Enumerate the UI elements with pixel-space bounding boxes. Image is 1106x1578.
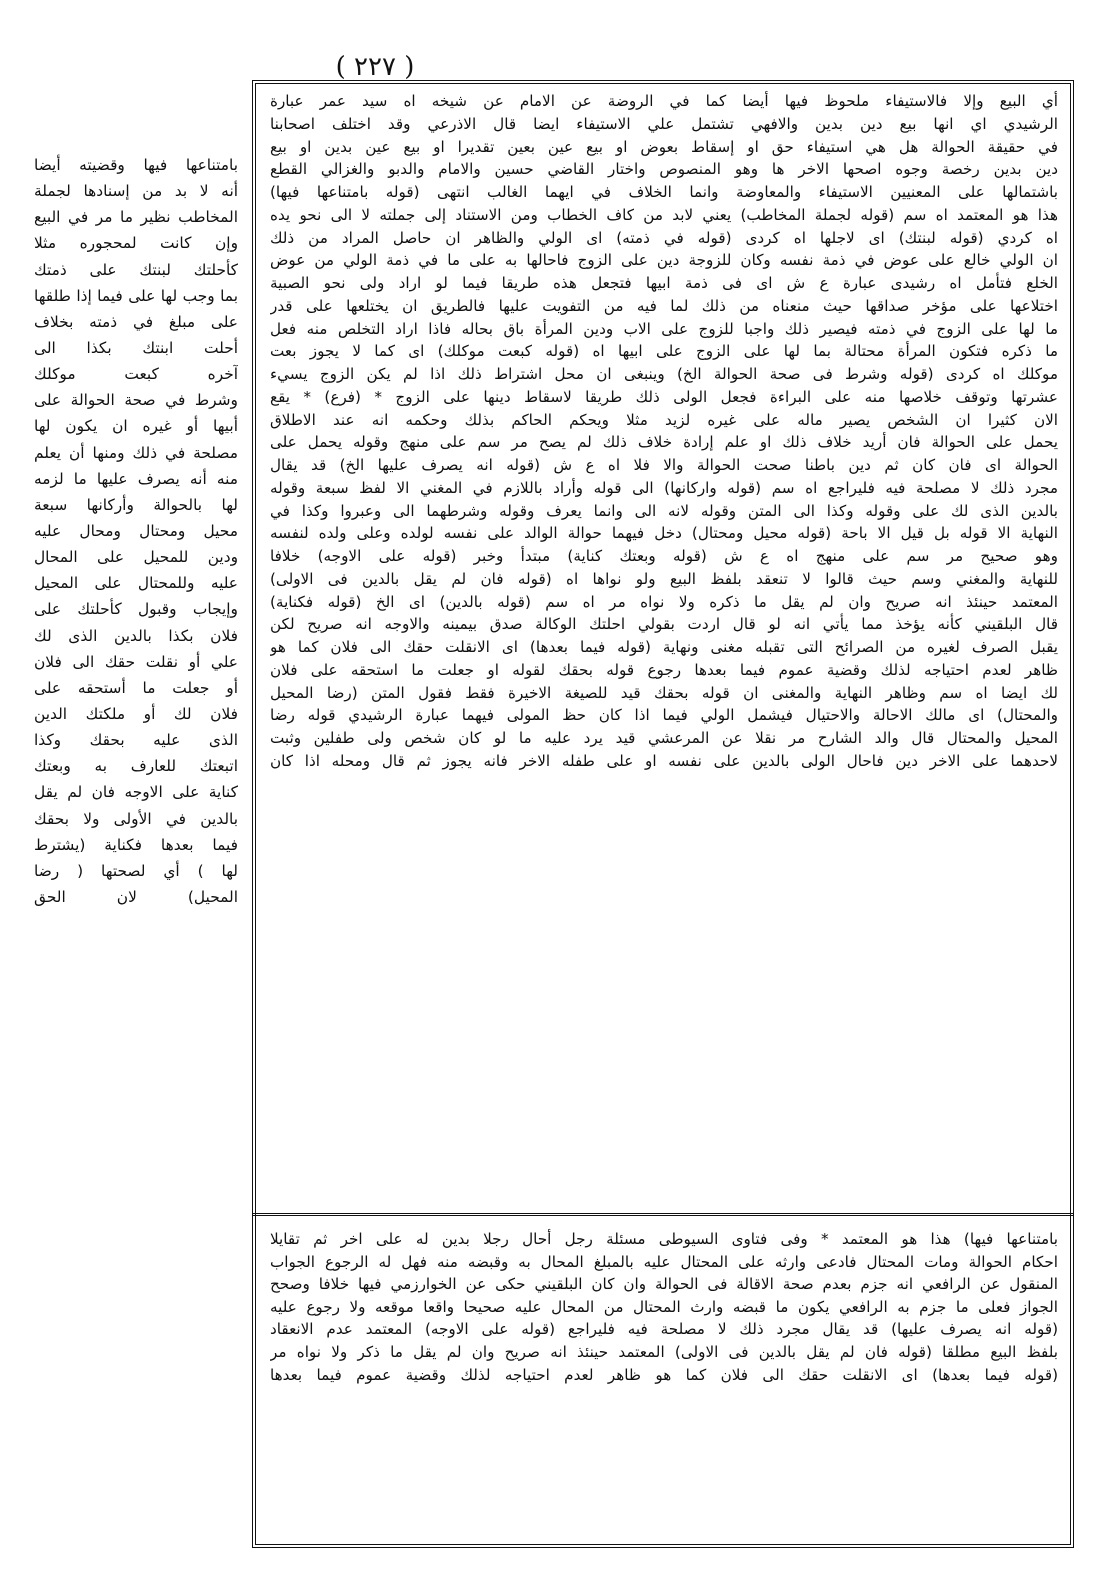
margin-line: منه أنه يصرف عليها ما لزمه xyxy=(34,469,238,488)
margin-line: فيما بعدها فكناية (يشترط xyxy=(34,835,238,854)
margin-line: المحيل) لان الحق xyxy=(34,887,238,906)
main-text-line: ما لها على الزوج في ذمته فيصير ذلك واجبا للزوج على الاب ودين المرأة باق بحاله فاذا اراد التخلص منه فعل xyxy=(270,319,1058,338)
main-text-line: موكلك اه كردى (قوله وشرط فى صحة الحوالة الخ) وينبغى ان محل اشتراط ذلك اذا لم يكن الزوج يسيء xyxy=(270,365,1058,383)
margin-line: فلان لك أو ملكتك الدين xyxy=(34,704,238,723)
footnote-line: بلفظ البيع مطلقا (قوله فان لم يقل بالدين فى الاولى) المعتمد حينئذ انه صريح وان لم يقل ما ذكر ولا نواه مر xyxy=(270,1342,1058,1361)
margin-line: بما وجب لها على فيما إذا طلقها xyxy=(34,286,238,305)
margin-line: كأحلتك لبنتك على ذمتك xyxy=(34,260,238,279)
margin-line: ودين للمحيل على المحال xyxy=(34,548,238,567)
main-text-line: في حقيقة الحوالة هل هي استيفاء حق او إسقاط بعوض او بيع عين بعين تقديرا او بيع عين بدين او بيع xyxy=(270,137,1058,156)
footnote-line: المنقول عن الرافعي انه جزم بعدم صحة الاقالة فى الحوالة وان كان البلقيني حكى عن الخوارزمي فيها خلافا وصحح xyxy=(270,1275,1058,1294)
page-number: ( ٢٢٧ ) xyxy=(335,52,415,82)
margin-line: لها بالحوالة وأركانها سبعة xyxy=(34,495,238,514)
margin-line: الذى عليه بحقك وكذا xyxy=(34,731,238,750)
main-text-line: النهاية الا قوله بل قيل الا باحة (قوله محيل ومحتال) دخل فيهما حوالة الوالد على نفسه لولده وعلى ولده لنفسه xyxy=(270,524,1058,543)
margin-line: أبيها أو غيره ان يكون لها xyxy=(34,417,238,436)
footnote-line: (قوله فيما بعدها) اى الانقلت حقك الى فلان كما هو ظاهر لعدم احتياجه لذلك وقضية عموم فيما بعدها xyxy=(270,1365,1058,1384)
margin-line: مصلحة في ذلك ومنها أن يعلم xyxy=(34,443,238,462)
margin-line: اتبعتك للعارف به وبعتك xyxy=(34,757,238,776)
margin-line: أو جعلت ما أستحقه على xyxy=(34,678,238,697)
main-text-line: الحوالة اى فان كان ثم دين باطنا صحت الحوالة والا فلا اه ع ش (قوله انه يصرف عليها الخ) قد يقال xyxy=(270,456,1058,474)
footnote-line: (قوله انه يصرف عليها) قد يقال مجرد ذلك لا مصلحة فيه فليراجع (قوله على الاوجه) المعتمد عدم الانعقاد xyxy=(270,1320,1058,1339)
margin-line: عليه وللمحتال على المحيل xyxy=(34,574,238,593)
main-text-line: يقبل الصرف لغيره من الصرائح التى تقبله مغنى ونهاية (قوله فيما بعدها) اى الانقلت حقك الى فلان كما هو xyxy=(270,638,1058,656)
main-text-line: اه كردي (قوله لبنتك) اى لاجلها اه كردى (قوله في ذمته) اى الولي والظاهر ان حاصل المراد من ذلك xyxy=(270,228,1058,247)
margin-line: علي أو نقلت حقك الى فلان xyxy=(34,652,238,671)
margin-line: أنه لا بد من إسنادها لجملة xyxy=(34,182,238,201)
margin-line: أحلت ابنتك بكذا الى xyxy=(34,338,238,357)
margin-line: وإيجاب وقبول كأحلتك على xyxy=(34,600,238,619)
main-text-line: المعتمد حينئذ انه صريح وان لم يقل ما ذكره ولا نواه مر اه سم (قوله بالدين) اى الخ (قوله فكناية) xyxy=(270,592,1058,611)
footnote-line: الجواز فعلى ما جزم به الرافعي يكون ما قبضه وارث المحتال من المحال عليه صحيحا واقعا موقعه ولا رجوع عليه xyxy=(270,1297,1058,1316)
margin-line: وإن كانت لمحجوره مثلا xyxy=(34,234,238,253)
main-text-block xyxy=(270,90,1058,773)
margin-commentary xyxy=(34,152,238,910)
main-text-line: الخلع فتأمل اه رشيدى عبارة ع ش اى فى ذمة ابيها فتجعل هذه طريقا فيما لو اراد ولى نحو الصبية xyxy=(270,274,1058,292)
main-text-line: ما ذكره فتكون المرأة محتالة بما لها على الزوج على ابيها اه (قوله كبعت موكلك) اى كما لا يجوز بعت xyxy=(270,342,1058,361)
margin-line: آخره كبعت موكلك xyxy=(34,365,238,384)
main-text-line: يحمل على الحوالة فان أريد خلاف ذلك او علم إرادة خلاف ذلك لم يصح مر سم على منهج وقوله يحمل على xyxy=(270,433,1058,452)
main-text-line: بالدين الذى لك على وقوله وكذا الى المتن وقوله لانه الى وانما يعرف وقوله وشرطهما الى وعبروا وكذا في xyxy=(270,501,1058,520)
main-text-line: لاحدهما على الاخر دين فاحال الولى بالدين على نفسه او على طفله الاخر فانه يجوز ثم قال ومحله اذا كان xyxy=(270,751,1058,770)
main-text-line: ان الولي خالع على عوض في ذمة نفسه وكان للزوجة دين على الزوج فاحالها به على ما في ذمة الولي من عوض xyxy=(270,251,1058,270)
margin-line: كناية على الاوجه فان لم يقل xyxy=(34,783,238,802)
footnote-divider xyxy=(252,1213,1074,1216)
main-text-line: والمحتال) اى مالك الاحالة والاحتيال فيشمل الولي فيما اذا كان حظ المولى فيهما عبارة الرشيدي قوله رضا xyxy=(270,706,1058,725)
margin-line: محيل ومحتال ومحال عليه xyxy=(34,521,238,540)
margin-line: لها ) أي لصحتها ( رضا xyxy=(34,861,238,880)
main-text-line: للنهاية والمغني وسم حيث قالوا لا تنعقد بلفظ البيع ولو نواها اه (قوله فان لم يقل بالدين فى الاولى) xyxy=(270,569,1058,588)
footnote-line: بامتناعها فيها) هذا هو المعتمد * وفى فتاوى السيوطى مسئلة رجل أحال رجلا بدين له على اخر ثم تقايلا xyxy=(270,1230,1058,1248)
main-text-line: هذا هو المعتمد اه سم (قوله لجملة المخاطب) يعني لابد من كاف الخطاب ومن الاستناد إلى جملته لا الى نحو يده xyxy=(270,205,1058,224)
footnote-line: احكام الحوالة ومات المحتال فادعى وارثه على المحتال عليه بالمبلغ المحال به وقبضه منه فهل له الرجوع الجواب xyxy=(270,1252,1058,1271)
main-text-line: لك ايضا اه سم وظاهر النهاية والمغنى ان قوله بحقك قيد للصيغة الاخيرة فقط فقول المتن (رضا المحيل xyxy=(270,683,1058,702)
main-text-line: مجرد ذلك لا مصلحة فيه فليراجع اه سم (قوله واركانها) الى قوله وأراد باللازم في المغني الا لفظ سبعة وقوله xyxy=(270,478,1058,497)
main-text-line: الان كثيرا ان الشخص يصير ماله على غيره لزيد مثلا ويحكم الحاكم بذلك وحكمه انه عند الاطلاق xyxy=(270,410,1058,429)
margin-line: على مبلغ في ذمته بخلاف xyxy=(34,312,238,331)
main-text-line: دين بدين رخصة وجوه اصحها الاخر ها وهو المنصوص واختار القاضي حسين والامام والدبو والغزالي القطع xyxy=(270,160,1058,179)
main-text-line: عشرتها وتوقف خلاصها منه على البراءة فجعل الولى ذلك طريقا لاسقاط دينها على الزوج * (فرع) * يقع xyxy=(270,387,1058,406)
main-text-line: اختلاعها على مؤخر صداقها حيث منعناه من ذلك لما فيه من التفويت عليها فالطريق ان يختلعها على قدر xyxy=(270,296,1058,315)
main-text-line: المحيل والمحتال قال والد الشارح مر نقلا عن المرعشي قيد يرد عليه ما لو كان شخص ولى طفلين وثبت xyxy=(270,729,1058,747)
main-text-line: وهو صحيح مر سم على منهج اه ع ش (قوله وبعتك كناية) مبتدأ وخبر (قوله على الاوجه) خلافا xyxy=(270,547,1058,565)
margin-line: بالدين في الأولى ولا بحقك xyxy=(34,809,238,828)
margin-line: فلان بكذا بالدين الذى لك xyxy=(34,626,238,645)
main-text-line: أي البيع وإلا فالاستيفاء ملحوظ فيها أيضا كما في الروضة عن الامام عن شيخه اه سيد عمر عبارة xyxy=(270,92,1058,110)
footnote-block xyxy=(270,1228,1058,1386)
margin-line: المخاطب نظير ما مر في البيع xyxy=(34,208,238,227)
main-text-line: باشتمالها على المعنيين الاستيفاء والمعاوضة وانما الخلاف في ايهما الغالب انتهى (قوله بامتناعها فيها) xyxy=(270,183,1058,201)
main-text-line: قال البلقيني كأنه يؤخذ مما يأتي انه لو قال اردت بقولي احلتك الوكالة صدق بيمينه والاوجه انه صريح لكن xyxy=(270,615,1058,634)
margin-line: وشرط في صحة الحوالة على xyxy=(34,391,238,410)
main-text-line: الرشيدي اي انها بيع دين بدين والافهي تشتمل علي الاستيفاء ايضا قال الاذرعي وقد اختلف اصحابنا xyxy=(270,114,1058,133)
main-text-line: ظاهر لعدم احتياجه لذلك وقضية عموم فيما بعدها رجوع قوله بحقك لقوله او جعلت ما استحقه على فلان xyxy=(270,660,1058,679)
margin-line: بامتناعها فيها وقضيته أيضا xyxy=(34,156,238,174)
